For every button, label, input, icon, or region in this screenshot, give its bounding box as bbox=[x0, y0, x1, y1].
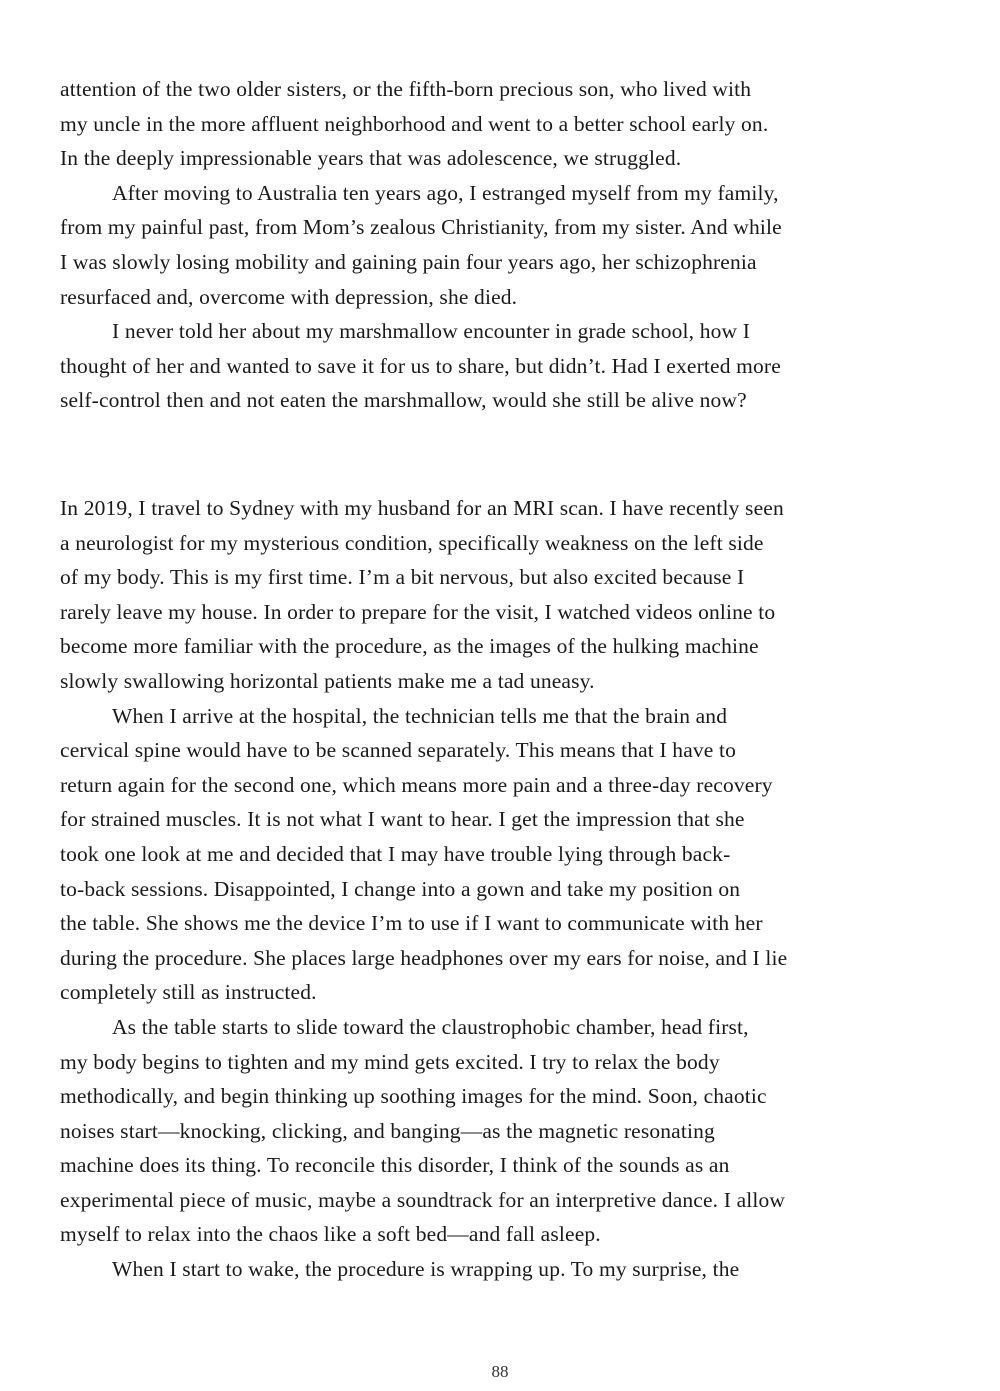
text-line: for strained muscles. It is not what I want to hear. I get the impression that she bbox=[60, 807, 745, 832]
text-line: I was slowly losing mobility and gaining pain four years ago, her schizophrenia bbox=[60, 249, 757, 274]
text-line: become more familiar with the procedure, as the images of the hulking machine bbox=[60, 634, 759, 659]
text-line: completely still as instructed. bbox=[60, 980, 317, 1005]
text-line: When I start to wake, the procedure is wrapping up. To my surprise, the bbox=[112, 1257, 740, 1282]
text-line: of my body. This is my first time. I’m a bit nervous, but also excited because I bbox=[60, 565, 745, 590]
page-number: 88 bbox=[491, 1362, 509, 1381]
text-line: As the table starts to slide toward the claustrophobic chamber, head first, bbox=[112, 1014, 749, 1039]
text-line: slowly swallowing horizontal patients make me a tad uneasy. bbox=[60, 668, 595, 693]
text-line: took one look at me and decided that I may have trouble lying through back- bbox=[60, 841, 731, 866]
text-line: In the deeply impressionable years that was adolescence, we struggled. bbox=[60, 146, 682, 171]
text-section-one bbox=[60, 72, 950, 418]
text-line: thought of her and wanted to save it for us to share, but didn’t. Had I exerted more bbox=[60, 353, 781, 378]
text-line: After moving to Australia ten years ago, I estranged myself from my family, bbox=[112, 180, 779, 205]
text-line: noises start—knocking, clicking, and banging—as the magnetic resonating bbox=[60, 1118, 715, 1143]
text-line: a neurologist for my mysterious condition, specifically weakness on the left side bbox=[60, 530, 764, 555]
text-line: the table. She shows me the device I’m to use if I want to communicate with her bbox=[60, 911, 763, 936]
text-line: my uncle in the more affluent neighborhood and went to a better school early on. bbox=[60, 111, 769, 136]
text-line: self-control then and not eaten the marshmallow, would she still be alive now? bbox=[60, 388, 747, 413]
text-line: When I arrive at the hospital, the technician tells me that the brain and bbox=[112, 703, 728, 728]
text-line: my body begins to tighten and my mind gets excited. I try to relax the body bbox=[60, 1049, 720, 1074]
text-line: return again for the second one, which means more pain and a three-day recovery bbox=[60, 772, 773, 797]
text-line: methodically, and begin thinking up soothing images for the mind. Soon, chaotic bbox=[60, 1084, 767, 1109]
text-line: In 2019, I travel to Sydney with my husband for an MRI scan. I have recently seen bbox=[60, 496, 784, 520]
text-line: from my painful past, from Mom’s zealous Christianity, from my sister. And while bbox=[60, 215, 782, 240]
text-line: resurfaced and, overcome with depression, she died. bbox=[60, 284, 518, 309]
text-line: attention of the two older sisters, or the fifth-born precious son, who lived with bbox=[60, 77, 752, 101]
text-line: during the procedure. She places large headphones over my ears for noise, and I lie bbox=[60, 945, 788, 970]
text-line: machine does its thing. To reconcile this disorder, I think of the sounds as an bbox=[60, 1153, 730, 1178]
text-line: cervical spine would have to be scanned separately. This means that I have to bbox=[60, 738, 737, 763]
text-line: to-back sessions. Disappointed, I change into a gown and take my position on bbox=[60, 876, 741, 901]
text-line: I never told her about my marshmallow encounter in grade school, how I bbox=[112, 319, 750, 344]
text-line: rarely leave my house. In order to prepare for the visit, I watched videos online to bbox=[60, 599, 776, 624]
text-section-two bbox=[60, 491, 950, 1287]
text-line: experimental piece of music, maybe a soundtrack for an interpretive dance. I allow bbox=[60, 1187, 786, 1212]
text-line: myself to relax into the chaos like a soft bed—and fall asleep. bbox=[60, 1222, 601, 1247]
